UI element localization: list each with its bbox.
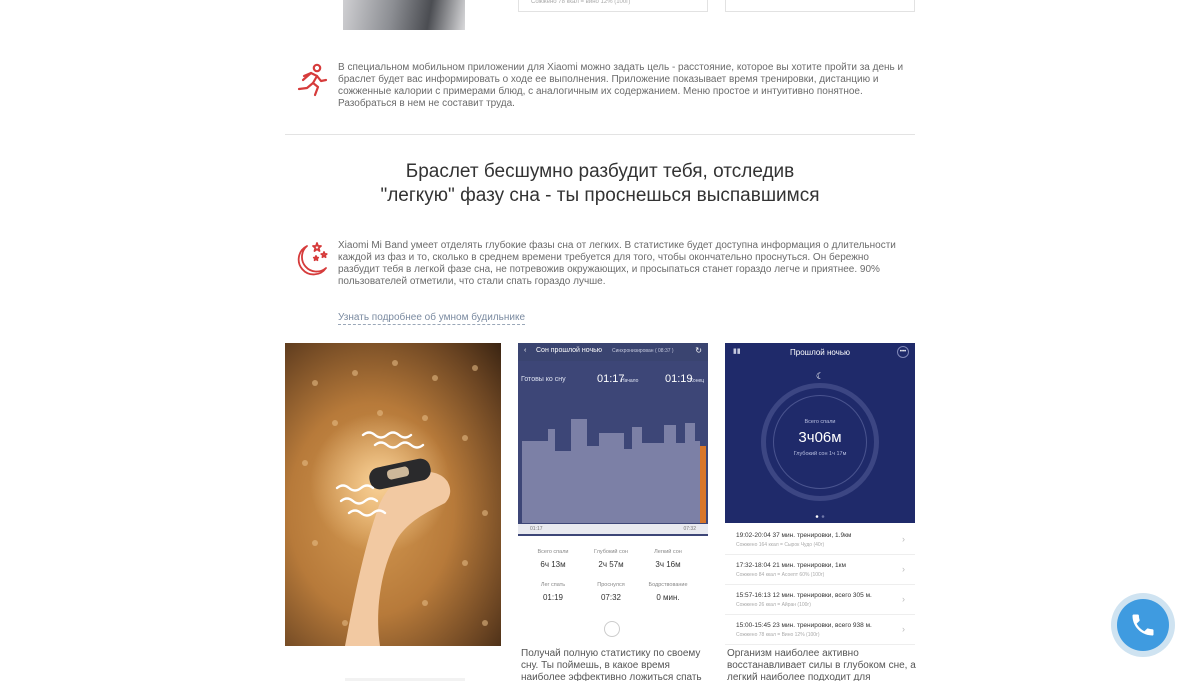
chart-bar — [599, 433, 624, 523]
sync-status: Синхронизирован ( 08:37 ) — [612, 348, 674, 354]
heading-line-1: Браслет бесшумно разбудит тебя, отследив — [405, 161, 795, 182]
total-sleep-value: 3ч06м — [798, 429, 842, 446]
activity-row[interactable] — [725, 615, 915, 645]
top-app-card — [518, 0, 708, 12]
stat-label: Глубокий сон — [594, 549, 628, 555]
wrist-band-illustration — [285, 343, 501, 646]
caption-stats: Получай полную статистику по своему сну. Ты поймешь, в какое время наиболее эффективно ложиться спать — [521, 648, 702, 681]
feature-sleep — [290, 240, 915, 292]
stat-label: Лег спать — [540, 582, 566, 588]
chart-bar-awake — [700, 446, 706, 523]
stat-label: Проснулся — [597, 582, 625, 588]
chart-axis — [518, 524, 708, 534]
back-icon[interactable]: ‹ — [524, 347, 527, 354]
top-app-card-2 — [725, 0, 915, 12]
axis-end: 07:32 — [683, 526, 696, 532]
stat-deep — [581, 549, 641, 569]
sleep-summary-panel — [725, 343, 915, 523]
stat-label: Всего спали — [537, 549, 569, 555]
top-product-photo — [343, 0, 465, 30]
end-time: 01:19 — [665, 373, 693, 385]
section-divider — [285, 134, 915, 135]
caption-deep-sleep: Организм наиболее активно восстанавливает силы в глубоком сне, а легкий наиболее подходит для — [727, 648, 916, 681]
chevron-right-icon: › — [902, 534, 905, 544]
activity-sub: Сожжено 164 ккал = Сырок Чудо (40г) — [736, 542, 825, 548]
chart-bar — [664, 425, 676, 523]
chart-bar — [632, 427, 642, 523]
activity-row[interactable] — [725, 585, 915, 615]
start-time: 01:17 — [597, 373, 625, 385]
running-man-icon — [290, 62, 330, 102]
chart-bar — [522, 441, 548, 523]
chevron-right-icon: › — [902, 624, 905, 634]
stat-value: 0 мин. — [656, 593, 680, 602]
chart-bar — [571, 419, 587, 523]
refresh-icon[interactable]: ↻ — [695, 346, 702, 355]
axis-start: 01:17 — [530, 526, 543, 532]
time-row — [518, 373, 708, 393]
stat-label: Легкий сон — [654, 549, 682, 555]
activity-main: 17:32-18:04 21 мин. тренировки, 1км — [736, 562, 846, 569]
chart-bar — [685, 423, 695, 523]
screen-header — [518, 343, 708, 361]
stat-value: 6ч 13м — [540, 560, 566, 569]
chart-bar — [642, 443, 664, 523]
chart-bar — [587, 446, 599, 523]
call-button[interactable] — [1111, 593, 1175, 657]
moon-stars-icon — [290, 240, 330, 280]
stat-value: 01:19 — [542, 593, 564, 602]
screen2-title: Прошлой ночью — [790, 348, 850, 357]
app-screen-last-night — [725, 343, 915, 646]
activity-main: 15:57-16:13 12 мин. тренировки, всего 305 м. — [736, 592, 872, 599]
stat-bedtime — [523, 582, 583, 602]
stat-value: 07:32 — [600, 593, 622, 602]
feature-goal-text: В специальном мобильном приложении для Xiaomi можно задать цель - расстояние, которое вы хотите пройти за день и браслет будет вас информировать о ходе ее выполнения. Приложение показывает время тренировки, дистанцию и сожженные калории с примерами блюд, с аналогичным их содержанием. Меню простое и интуитивно понятное. Разобраться в нем не составит труда. — [338, 62, 904, 109]
sleep-stats — [518, 539, 708, 609]
end-label: Конец — [690, 378, 705, 384]
chevron-right-icon: › — [902, 594, 905, 604]
top-card-text: Сожжено 78 ккал = вино 12% (100г) — [531, 0, 631, 5]
chart-bar — [676, 443, 685, 523]
app-screen-sleep-stats — [518, 343, 708, 646]
activity-sub: Сожжено 26 ккал = Айран (100г) — [736, 602, 811, 608]
moon-icon: ☾ — [816, 371, 825, 381]
activity-main: 15:00-15:45 23 мин. тренировки, всего 938 м. — [736, 622, 872, 629]
stat-awake — [638, 582, 698, 602]
feature-goal — [290, 62, 915, 118]
stat-value: 3ч 16м — [655, 560, 681, 569]
ready-label: Готовы ко сну — [521, 376, 566, 383]
start-label: Начало — [621, 378, 639, 384]
section-heading — [285, 160, 915, 208]
chart-bar — [548, 429, 555, 523]
chart-bar — [555, 451, 571, 523]
total-sleep-label: Всего спали — [804, 419, 836, 425]
stat-light — [638, 549, 698, 569]
activity-row[interactable] — [725, 555, 915, 585]
stat-label: Бодрствование — [648, 582, 688, 588]
deep-sleep-label: Глубокий сон 1ч 17м — [793, 451, 847, 457]
smart-alarm-link[interactable]: Узнать подробнее об умном будильнике — [338, 312, 526, 323]
activity-sub: Сожжено 84 ккал = Асоепт 60% (100г) — [736, 572, 825, 578]
activity-row[interactable] — [725, 525, 915, 555]
page-dots — [815, 515, 827, 518]
stat-wakeup — [581, 582, 641, 602]
screen-title: Сон прошлой ночью — [536, 347, 603, 354]
stat-value: 2ч 57м — [598, 560, 624, 569]
feature-sleep-text: Xiaomi Mi Band умеет отделять глубокие фазы сна от легких. В статистике будет доступна информация о длительности каждой из фаз и то, сколько в среднем времени требуется для того, чтобы окончательно проснуться. Он бережно разбудит тебя в легкой фазе сна, не потревожив окружающих, и просыпаться станет гораздо легче и приятнее. 90% пользователей отметили, что стали спать гораздо лучше. — [338, 240, 896, 287]
activity-main: 19:02-20:04 37 мин. тренировки, 1.9км — [736, 532, 852, 539]
phone-icon — [1129, 611, 1157, 639]
stat-total — [523, 549, 583, 569]
heading-line-2: "легкую" фазу сна - ты проснешься выспавшимся — [380, 185, 820, 206]
chevron-right-icon: › — [902, 564, 905, 574]
call-button-inner — [1117, 599, 1169, 651]
chart-bar — [624, 449, 632, 523]
share-icon[interactable] — [604, 621, 620, 637]
activity-sub: Сожжено 78 ккал = Вино 12% (100г) — [736, 632, 820, 638]
more-icon[interactable]: ••• — [897, 346, 909, 358]
sleep-photo — [285, 343, 501, 646]
stats-icon[interactable]: ▮▮ — [733, 348, 741, 355]
